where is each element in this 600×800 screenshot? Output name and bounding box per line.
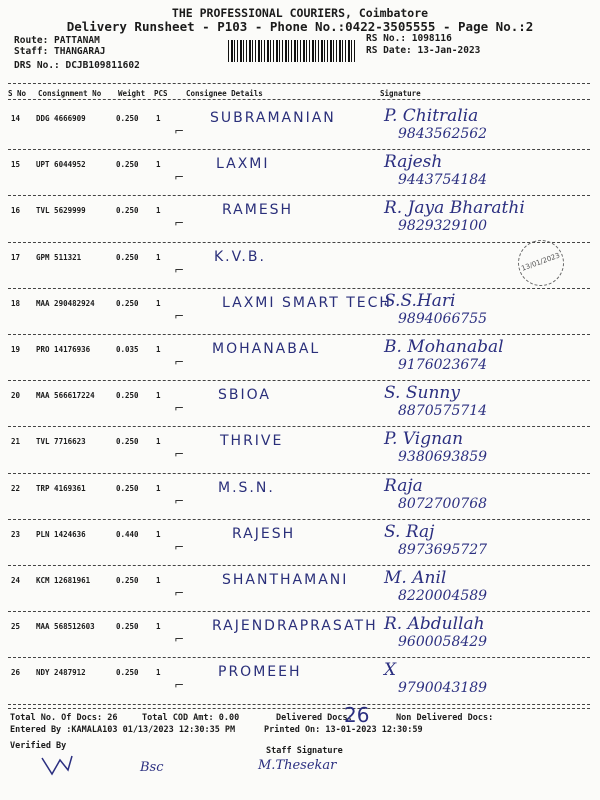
recipient-signature: B. Mohanabal (384, 337, 504, 357)
check-mark-icon: ⌐ (174, 493, 185, 508)
recipient-phone: 8072700768 (398, 495, 488, 512)
recipient-phone: 9443754184 (398, 172, 488, 189)
row-divider (8, 565, 590, 566)
row-consignment-no: KCM 12681961 (36, 576, 91, 585)
divider (8, 708, 590, 709)
row-pcs: 1 (156, 391, 161, 401)
recipient-phone: 8870575714 (398, 403, 488, 420)
row-consignment-no: MAA 566617224 (36, 391, 95, 401)
check-mark-icon: ⌐ (174, 216, 185, 231)
recipient-signature: S.S.Hari (384, 290, 456, 311)
row-weight: 0.250 (116, 576, 139, 585)
recipient-signature: R. Jaya Bharathi (384, 198, 525, 219)
row-consignment-no: TVL 5629999 (36, 206, 86, 216)
check-mark-icon: ⌐ (174, 586, 185, 600)
row-divider (8, 288, 590, 289)
row-divider (8, 657, 590, 658)
row-pcs: 1 (156, 298, 161, 308)
row-consignment-no: GPM 511321 (36, 252, 82, 262)
recipient-signature: S. Raj (384, 521, 435, 542)
consignee-name: PROMEEH (218, 664, 302, 681)
consignee-name: LAXMI SMART TECH (222, 294, 392, 311)
verifier-mark (40, 752, 74, 784)
row-pcs: 1 (156, 576, 161, 585)
check-mark-icon: ⌐ (174, 678, 185, 693)
consignee-name: MOHANABAL (212, 341, 321, 357)
row-weight: 0.250 (116, 668, 139, 678)
row-weight: 0.250 (116, 483, 139, 493)
row-divider (8, 334, 590, 335)
row-sno: 17 (11, 252, 21, 262)
recipient-signature: S. Sunny (384, 383, 460, 404)
check-mark-icon: ⌐ (174, 401, 185, 416)
rs-number: RS No.: 1098116 (366, 33, 452, 44)
consignee-name: SUBRAMANIAN (210, 110, 336, 126)
row-divider (8, 704, 590, 705)
consignee-name: SHANTHAMANI (222, 572, 349, 588)
recipient-phone: 9176023674 (398, 357, 488, 373)
consignee-name: SBIOA (218, 387, 271, 404)
col-details: Consignee Details (186, 89, 263, 98)
recipient-phone: 9894066755 (398, 310, 488, 327)
check-mark-icon: ⌐ (174, 355, 185, 369)
row-weight: 0.250 (116, 437, 139, 447)
row-sno: 25 (11, 622, 21, 632)
check-mark-icon: ⌐ (174, 124, 185, 138)
row-weight: 0.250 (116, 298, 139, 308)
row-consignment-no: TVL 7716623 (36, 437, 86, 447)
delivered-count: 26 (344, 703, 370, 727)
row-consignment-no: UPT 6044952 (36, 160, 86, 170)
row-sno: 24 (11, 576, 21, 585)
row-weight: 0.440 (116, 529, 139, 539)
row-consignment-no: MAA 568512603 (36, 622, 95, 632)
row-sno: 21 (11, 437, 21, 447)
recipient-signature: P. Chitralia (384, 106, 479, 126)
staff-label: Staff: THANGARAJ (14, 46, 106, 57)
consignee-name: LAXMI (216, 156, 270, 173)
check-mark-icon: ⌐ (174, 539, 185, 554)
row-consignment-no: NDY 2487912 (36, 668, 86, 678)
row-divider (8, 611, 590, 612)
row-sno: 14 (11, 114, 21, 123)
check-mark-icon: ⌐ (174, 632, 185, 647)
verifier-signature: Bsc (140, 760, 164, 775)
col-weight: Weight (118, 89, 146, 98)
row-weight: 0.250 (116, 391, 139, 401)
recipient-signature: R. Abdullah (384, 614, 485, 635)
row-divider (8, 242, 590, 243)
row-pcs: 1 (156, 622, 161, 632)
row-pcs: 1 (156, 206, 161, 216)
company-name: THE PROFESSIONAL COURIERS, Coimbatore (171, 6, 429, 20)
recipient-phone: 9380693859 (398, 449, 488, 466)
row-pcs: 1 (156, 252, 161, 262)
row-pcs: 1 (156, 345, 161, 354)
consignee-name: K.V.B. (214, 248, 266, 265)
row-divider (8, 426, 590, 427)
col-consignment: Consignment No (38, 89, 102, 98)
recipient-signature: M. Anil (384, 568, 447, 588)
check-mark-icon: ⌐ (174, 170, 185, 185)
delivered-docs-label: Delivered Docs: (276, 713, 353, 723)
col-pcs: PCS (154, 89, 168, 98)
row-divider (8, 149, 590, 150)
row-consignment-no: TRP 4169361 (36, 483, 86, 493)
row-sno: 20 (11, 391, 21, 401)
row-pcs: 1 (156, 160, 161, 170)
recipient-phone: 9600058429 (398, 634, 488, 651)
row-sno: 23 (11, 529, 21, 539)
printed-on: Printed On: 13-01-2023 12:30:59 (264, 725, 423, 735)
row-weight: 0.250 (116, 622, 139, 632)
route-label: Route: PATTANAM (14, 35, 100, 46)
recipient-phone: 8220004589 (398, 588, 488, 604)
row-sno: 26 (11, 668, 21, 678)
verified-by-label: Verified By (10, 741, 67, 751)
col-signature: Signature (380, 89, 421, 98)
row-divider (8, 519, 590, 520)
row-pcs: 1 (156, 529, 161, 539)
row-weight: 0.035 (116, 345, 139, 354)
delivery-stamp: 13/01/2023 (512, 234, 571, 293)
row-sno: 16 (11, 206, 21, 216)
consignee-name: RAJENDRAPRASATH (212, 618, 378, 635)
staff-signature-label: Staff Signature (266, 746, 343, 756)
check-mark-icon: ⌐ (174, 262, 185, 277)
row-consignment-no: DDG 4666909 (36, 114, 86, 123)
row-sno: 19 (11, 345, 21, 354)
verifier-mark-icon (40, 752, 74, 778)
staff-signature: M.Thesekar (258, 758, 337, 773)
recipient-signature: Rajesh (384, 152, 443, 173)
row-weight: 0.250 (116, 114, 139, 123)
row-pcs: 1 (156, 437, 161, 447)
check-mark-icon: ⌐ (174, 308, 185, 323)
recipient-signature: X (384, 660, 397, 681)
divider (8, 99, 590, 100)
non-delivered-label: Non Delivered Docs: (396, 713, 494, 723)
divider (8, 83, 590, 84)
recipient-signature: P. Vignan (384, 429, 464, 450)
row-pcs: 1 (156, 668, 161, 678)
row-pcs: 1 (156, 483, 161, 493)
recipient-phone: 9843562562 (398, 126, 488, 142)
row-sno: 18 (11, 298, 21, 308)
check-mark-icon: ⌐ (174, 447, 185, 462)
total-cod: Total COD Amt: 0.00 (142, 713, 240, 723)
row-consignment-no: MAA 290482924 (36, 298, 95, 308)
row-divider (8, 195, 590, 196)
total-docs: Total No. Of Docs: 26 (10, 713, 118, 723)
recipient-phone: 9829329100 (398, 218, 488, 235)
rs-date: RS Date: 13-Jan-2023 (366, 45, 481, 56)
drs-number: DRS No.: DCJB109811602 (14, 60, 140, 71)
recipient-signature: Raja (384, 475, 423, 496)
row-weight: 0.250 (116, 160, 139, 170)
row-sno: 15 (11, 160, 21, 170)
row-divider (8, 473, 590, 474)
col-sno: S No (8, 89, 27, 98)
consignee-name: RAJESH (232, 525, 296, 542)
entered-by: Entered By :KAMALA103 01/13/2023 12:30:35 PM (10, 725, 236, 735)
recipient-phone: 9790043189 (398, 680, 488, 697)
consignee-name: THRIVE (220, 433, 284, 450)
row-weight: 0.250 (116, 206, 139, 216)
row-consignment-no: PRO 14176936 (36, 345, 91, 354)
consignee-name: M.S.N. (218, 479, 275, 496)
row-divider (8, 380, 590, 381)
row-sno: 22 (11, 483, 21, 493)
recipient-phone: 8973695727 (398, 541, 488, 558)
barcode (228, 40, 356, 62)
runsheet-title: Delivery Runsheet - P103 - Phone No.:0422-3505555 - Page No.:2 (66, 19, 534, 34)
consignee-name: RAMESH (222, 202, 294, 219)
row-consignment-no: PLN 1424636 (36, 529, 86, 539)
row-weight: 0.250 (116, 252, 139, 262)
row-pcs: 1 (156, 114, 161, 123)
